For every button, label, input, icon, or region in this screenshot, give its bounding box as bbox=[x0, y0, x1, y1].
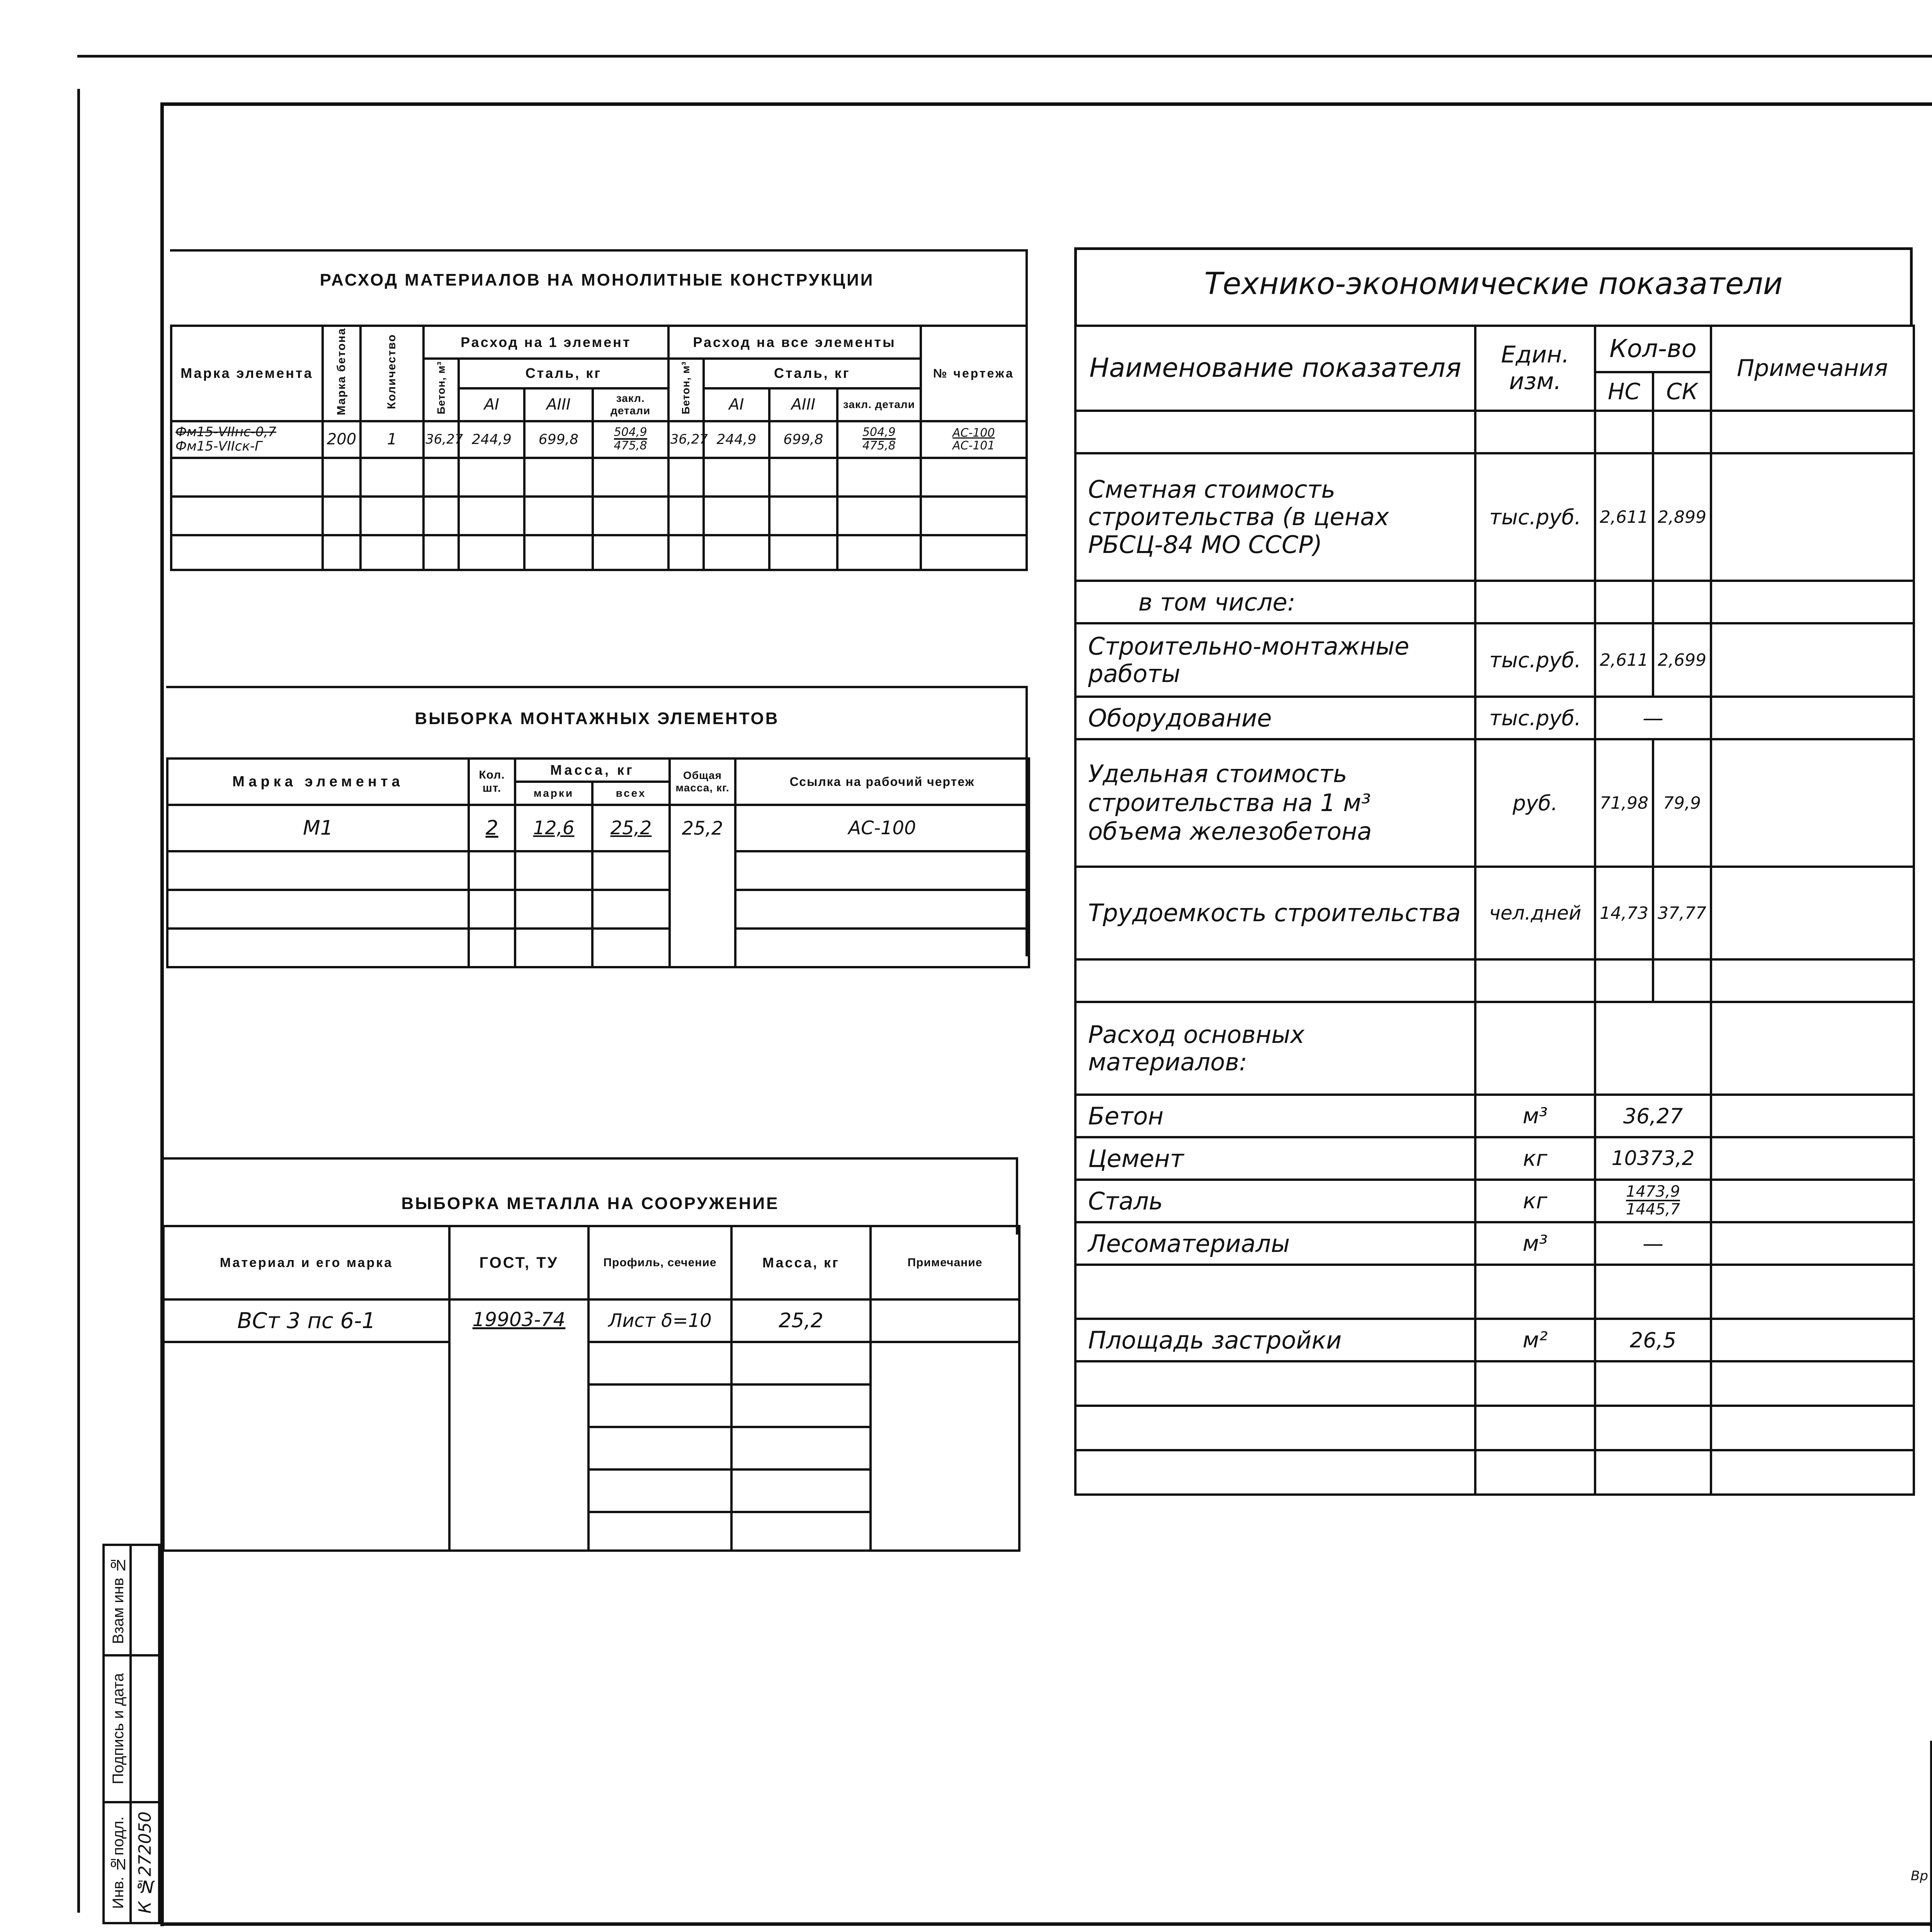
tep-r6-nc: 14,73 bbox=[1595, 867, 1653, 959]
table-row bbox=[1075, 1319, 1914, 1361]
t3-mat: ВСт 3 пс 6-1 bbox=[163, 1299, 449, 1342]
tep-r8-val: 36,27 bbox=[1595, 1095, 1711, 1137]
t2-marka: М1 bbox=[167, 805, 469, 851]
monolithic-materials-table bbox=[170, 325, 1028, 571]
table-row bbox=[1075, 1180, 1914, 1222]
t1-right-line bbox=[1026, 249, 1028, 327]
t1-zakl2-den: 475,8 bbox=[862, 439, 896, 453]
t1-h-marka: Марка элемента bbox=[171, 326, 323, 421]
metal-selection-table bbox=[162, 1225, 1020, 1552]
table-row bbox=[1075, 1002, 1914, 1095]
table-row bbox=[1075, 867, 1914, 959]
t2-h-obsh: Общая масса, кг. bbox=[670, 759, 735, 805]
t1-aiii1: 699,8 bbox=[524, 421, 592, 458]
table-row bbox=[171, 421, 1027, 458]
t3-h-prim: Примечание bbox=[871, 1226, 1019, 1299]
t2-top-line bbox=[166, 686, 1028, 688]
tep-r8-unit: м³ bbox=[1475, 1095, 1595, 1137]
table-row bbox=[1075, 1450, 1914, 1495]
t1-h-stal-2: Сталь, кг bbox=[704, 359, 921, 388]
t1-row1-marka: Фм15-VIIнс-0,7 bbox=[175, 424, 277, 440]
table-row bbox=[1075, 453, 1914, 581]
tep-r4-val: — bbox=[1595, 697, 1711, 739]
table-row bbox=[1075, 1265, 1914, 1319]
t1-h-marka-betona: Марка бетона bbox=[335, 328, 348, 415]
table-row bbox=[1075, 1137, 1914, 1180]
t3-h-prof: Профиль, сечение bbox=[588, 1226, 731, 1299]
t1-h-zakl-2: закл. детали bbox=[837, 388, 921, 421]
tep-r10-unit: кг bbox=[1475, 1180, 1595, 1222]
t2-title: ВЫБОРКА МОНТАЖНЫХ ЭЛЕМЕНТОВ bbox=[415, 709, 779, 728]
t2-kol: 2 bbox=[469, 805, 515, 851]
tep-r10-den: 1445,7 bbox=[1626, 1201, 1680, 1218]
t3-title: ВЫБОРКА МЕТАЛЛА НА СООРУЖЕНИЕ bbox=[401, 1194, 779, 1213]
t2-h-kol: Кол. шт. bbox=[469, 759, 515, 805]
t3-massa: 25,2 bbox=[731, 1299, 871, 1342]
t3-h-gost: ГОСТ, ТУ bbox=[449, 1226, 588, 1299]
t3-gost: 19903-74 bbox=[449, 1299, 588, 1551]
t1-h-stal-1: Сталь, кг bbox=[459, 359, 668, 388]
t2-marki: 12,6 bbox=[515, 805, 592, 851]
t1-h-ai-1: АI bbox=[459, 388, 524, 421]
t2-ssylka: АС-100 bbox=[735, 805, 1029, 851]
tep-r6-name: Трудоемкость строительства bbox=[1075, 867, 1475, 959]
title-block bbox=[1911, 1741, 1932, 1924]
side-inv: Инв. №подл. bbox=[109, 1816, 127, 1909]
tep-r10-num: 1473,9 bbox=[1626, 1183, 1680, 1201]
t1-h-kol: Количество bbox=[385, 333, 398, 409]
technical-economic-table bbox=[1074, 325, 1915, 1496]
t2-vseh: 25,2 bbox=[592, 805, 670, 851]
t1-h-aiii-2: АIII bbox=[769, 388, 837, 421]
tep-h-kol: Кол-во bbox=[1595, 326, 1711, 372]
tep-r9-name: Цемент bbox=[1075, 1137, 1475, 1180]
side-vzam: Взам инв № bbox=[109, 1556, 127, 1644]
tep-r1-unit: тыс.руб. bbox=[1475, 453, 1595, 581]
t1-cher1: АС-100 bbox=[952, 426, 995, 440]
t1-h-per1: Расход на 1 элемент bbox=[423, 326, 668, 359]
side-vzam-cell bbox=[105, 1546, 132, 1654]
left-border-line bbox=[77, 89, 80, 1913]
table-row bbox=[171, 535, 1027, 570]
t1-h-ai-2: АI bbox=[704, 388, 769, 421]
mounting-elements-table bbox=[166, 757, 1030, 968]
tep-r11-unit: м³ bbox=[1475, 1222, 1595, 1265]
stamp-vr: Вр bbox=[1911, 1868, 1928, 1884]
tep-h-ck: СК bbox=[1653, 372, 1711, 411]
tep-h-name: Наименование показателя bbox=[1075, 326, 1475, 411]
t2-h-vseh: всех bbox=[592, 782, 670, 805]
tep-r3-nc: 2,611 bbox=[1595, 623, 1653, 697]
tep-r6-ck: 37,77 bbox=[1653, 867, 1711, 959]
t2-obsh: 25,2 bbox=[670, 805, 735, 967]
table-row bbox=[1075, 1361, 1914, 1406]
table-row bbox=[1075, 959, 1914, 1002]
inner-top-border bbox=[160, 102, 1932, 106]
t2-h-marki: марки bbox=[515, 782, 592, 805]
tep-r5-ck: 79,9 bbox=[1653, 739, 1711, 867]
tep-h-nc: НС bbox=[1595, 372, 1653, 411]
side-inv-value-cell bbox=[132, 1803, 158, 1922]
table-row bbox=[163, 1299, 1019, 1342]
t1-h-beton-1: Бетон, м³ bbox=[435, 361, 447, 415]
tep-r2-name: в том числе: bbox=[1075, 581, 1475, 623]
table-row bbox=[1075, 1095, 1914, 1137]
t1-h-num: № чертежа bbox=[921, 326, 1027, 421]
t1-zakl2-num: 504,9 bbox=[862, 426, 896, 440]
tep-r9-unit: кг bbox=[1475, 1137, 1595, 1180]
t1-h-aiii-1: АIII bbox=[524, 388, 592, 421]
t1-top-line bbox=[170, 249, 1028, 252]
tep-r1-ck: 2,899 bbox=[1653, 453, 1711, 581]
table-row bbox=[171, 458, 1027, 497]
t1-ai2: 244,9 bbox=[704, 421, 769, 458]
tep-title: Технико-экономические показатели bbox=[1204, 267, 1783, 301]
tep-r5-nc: 71,98 bbox=[1595, 739, 1653, 867]
tep-r3-unit: тыс.руб. bbox=[1475, 623, 1595, 697]
tep-r6-unit: чел.дней bbox=[1475, 867, 1595, 959]
table-row bbox=[167, 851, 1029, 890]
t1-aiii2: 699,8 bbox=[769, 421, 837, 458]
t3-top-line bbox=[162, 1157, 1018, 1160]
t3-h-massa: Масса, кг bbox=[731, 1226, 871, 1299]
top-border-line bbox=[77, 55, 1932, 58]
side-inv-cell bbox=[105, 1803, 132, 1922]
tep-r10-name: Сталь bbox=[1075, 1180, 1475, 1222]
tep-r1-nc: 2,611 bbox=[1595, 453, 1653, 581]
tep-h-unit: Един. изм. bbox=[1475, 326, 1595, 411]
stamp-signatures-table bbox=[1930, 1741, 1932, 1932]
tep-r3-name: Строительно-монтажные работы bbox=[1075, 623, 1475, 697]
table-row bbox=[1075, 623, 1914, 697]
table-row bbox=[1075, 1406, 1914, 1450]
tep-r1-name: Сметная стоимость строительства (в ценах РБСЦ-84 МО СССР) bbox=[1075, 453, 1475, 581]
table-row bbox=[171, 497, 1027, 535]
t2-h-marka: Марка элемента bbox=[167, 759, 469, 805]
table-row bbox=[167, 805, 1029, 851]
t3-h-mat: Материал и его марка bbox=[163, 1226, 449, 1299]
tep-r11-val: — bbox=[1595, 1222, 1711, 1265]
side-podpis: Подпись и дата bbox=[109, 1673, 127, 1784]
t2-h-ssylka: Ссылка на рабочий чертеж bbox=[735, 759, 1029, 805]
table-row bbox=[167, 890, 1029, 929]
inner-left-border bbox=[160, 102, 164, 1926]
table-row bbox=[1075, 739, 1914, 867]
table-row bbox=[167, 929, 1029, 967]
tep-r8-name: Бетон bbox=[1075, 1095, 1475, 1137]
table-row bbox=[1075, 1222, 1914, 1265]
tep-r7-name: Расход основных материалов: bbox=[1075, 1002, 1475, 1095]
t1-h-all: Расход на все элементы bbox=[668, 326, 921, 359]
tep-r5-unit: руб. bbox=[1475, 739, 1595, 867]
tep-r5-name: Удельная стоимость строительства на 1 м³ объема железобетона bbox=[1075, 739, 1475, 867]
tep-h-prim: Примечания bbox=[1711, 326, 1914, 411]
table-row bbox=[1075, 581, 1914, 623]
tep-r9-val: 10373,2 bbox=[1595, 1137, 1711, 1180]
t1-row2-marka: Фм15-VIIск-Г bbox=[175, 439, 262, 454]
t2-h-massa: Масса, кг bbox=[515, 759, 670, 782]
t1-ai1: 244,9 bbox=[459, 421, 524, 458]
t1-marka-betona: 200 bbox=[323, 421, 361, 458]
table-row bbox=[1075, 411, 1914, 453]
tep-r12-val: 26,5 bbox=[1595, 1319, 1711, 1361]
table-row bbox=[163, 1342, 1019, 1384]
tep-r12-unit: м² bbox=[1475, 1319, 1595, 1361]
t1-kol: 1 bbox=[361, 421, 423, 458]
t1-zakl1-den: 475,8 bbox=[614, 439, 647, 453]
t3-prof: Лист δ=10 bbox=[588, 1299, 731, 1342]
t1-zakl1-num: 504,9 bbox=[614, 426, 647, 440]
tep-r12-name: Площадь застройки bbox=[1075, 1319, 1475, 1361]
side-stamp bbox=[102, 1544, 160, 1924]
tep-r4-unit: тыс.руб. bbox=[1475, 697, 1595, 739]
t1-beton1: 36,27 bbox=[423, 421, 459, 458]
side-inv-value: К №272050 bbox=[135, 1811, 155, 1914]
t1-h-beton-2: Бетон, м³ bbox=[680, 361, 692, 415]
t1-beton2: 36,27 bbox=[668, 421, 704, 458]
t1-h-zakl-1: закл. детали bbox=[593, 388, 668, 421]
tep-r3-ck: 2,699 bbox=[1653, 623, 1711, 697]
tep-r11-name: Лесоматериалы bbox=[1075, 1222, 1475, 1265]
side-podpis-cell bbox=[105, 1656, 132, 1801]
inner-bottom-border bbox=[160, 1922, 1932, 1926]
t1-title: РАСХОД МАТЕРИАЛОВ НА МОНОЛИТНЫЕ КОНСТРУКЦИИ bbox=[320, 270, 874, 289]
tep-r4-name: Оборудование bbox=[1075, 697, 1475, 739]
table-row bbox=[1075, 697, 1914, 739]
t1-cher2: АС-101 bbox=[952, 439, 995, 453]
